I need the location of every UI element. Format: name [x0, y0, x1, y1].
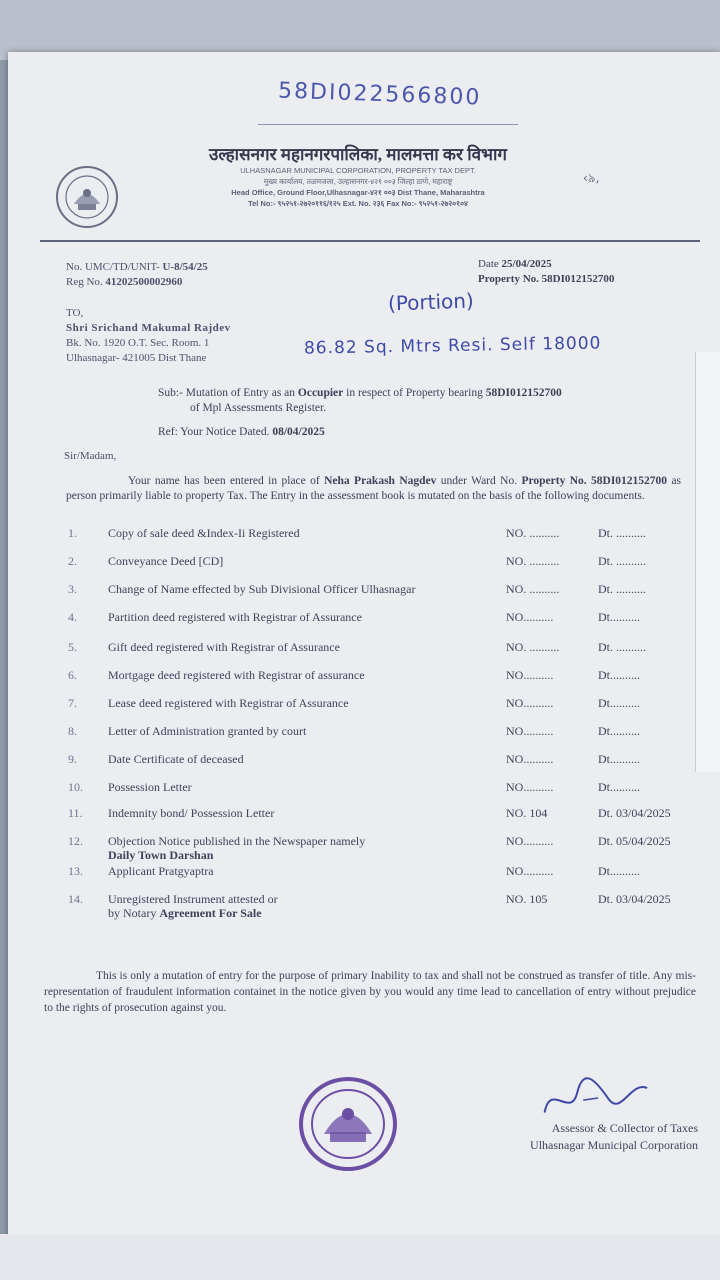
bottom-sheet [0, 1234, 720, 1280]
recipient-name: Shri Srichand Makumal Rajdev [66, 322, 231, 334]
signatory-org: Ulhasnagar Municipal Corporation [530, 1138, 698, 1152]
unit-number: No. UMC/TD/UNIT- U-8/54/25 [66, 261, 208, 273]
property-number: Property No. 58DI012152700 [478, 273, 615, 285]
letterhead-tel: Tel No:- ९५२५१-२७२०११६/१२५ Ext. No. २३६ Fax No:- ९५२५१-२७२०१०४ [248, 199, 468, 208]
document-row [58, 780, 698, 800]
document-name: Indemnity bond/ Possession Letter [108, 806, 275, 820]
document-number: 2. [68, 554, 77, 568]
document-date: Dt. .......... [598, 582, 646, 596]
document-name: Possession Letter [108, 780, 192, 794]
document-row [58, 554, 698, 574]
document-row [58, 752, 698, 772]
handwritten-portion: (Portion) [387, 288, 475, 316]
document-date: Dt.......... [598, 610, 640, 624]
document-number: 13. [68, 864, 83, 878]
document-number: 10. [68, 780, 83, 794]
document-number: 4. [68, 610, 77, 624]
document-no: NO. .......... [506, 582, 560, 596]
document-number: 6. [68, 668, 77, 682]
document-row [58, 640, 698, 660]
document-row [58, 582, 698, 602]
handwritten-area-note: 86.82 Sq. Mtrs Resi. Self 18000 [303, 333, 602, 359]
document-no: NO.......... [506, 724, 554, 738]
signature-icon [535, 1062, 661, 1128]
document-no: NO.......... [506, 610, 554, 624]
document-row [58, 526, 698, 546]
document-number: 14. [68, 892, 83, 906]
letterhead-address-english: Head Office, Ground Floor,Ulhasnagar-४२१ ००३ Dist Thane, Maharashtra [231, 188, 485, 197]
document-number: 3. [68, 582, 77, 596]
document-number: 1. [68, 526, 77, 540]
reg-number: Reg No. 41202500002960 [66, 276, 183, 288]
emblem-icon [64, 174, 110, 220]
document-row [58, 668, 698, 688]
reference-numbers [66, 260, 208, 290]
document-number: 9. [68, 752, 77, 766]
document-row [58, 892, 698, 920]
document-name: Conveyance Deed [CD] [108, 554, 224, 568]
handwritten-top-number: 58DI022566800 [277, 78, 482, 111]
document-name: Change of Name effected by Sub Divisional Officer Ulhasnagar [108, 582, 416, 596]
document-no: NO. 104 [506, 806, 548, 820]
reference-line: Ref: Your Notice Dated. 08/04/2025 [158, 426, 325, 438]
document-number: 8. [68, 724, 77, 738]
document-no: NO.......... [506, 780, 554, 794]
body-paragraph: Your name has been entered in place of Neha Prakash Nagdev under Ward No. Property No. 58DI012152700 as person primarily liable to property Tax. The Entry in the assessment book is mutated on the basis of the following documents. [66, 475, 682, 502]
document-name: Applicant Pratgyaptra [108, 864, 214, 878]
document-name: Lease deed registered with Registrar of Assurance [108, 696, 349, 710]
document-name: Partition deed registered with Registrar of Assurance [108, 610, 362, 624]
document-no: NO.......... [506, 752, 554, 766]
document-row [58, 610, 698, 630]
document-no: NO.......... [506, 696, 554, 710]
document-date: Dt. .......... [598, 554, 646, 568]
document-row [58, 864, 698, 884]
document-name: Date Certificate of deceased [108, 752, 244, 766]
document-no: NO. 105 [506, 892, 548, 906]
document-row [58, 724, 698, 744]
document-page [8, 52, 720, 1252]
document-name: Mortgage deed registered with Registrar of assurance [108, 668, 365, 682]
subject-line: Sub:- Mutation of Entry as an Occupier in respect of Property bearing 58DI012152700 of Mpl Assessments Register. [158, 387, 562, 414]
document-name: Gift deed registered with Registrar of Assurance [108, 640, 340, 654]
letterhead-title: उल्हासनगर महानगरपालिका, मालमत्ता कर विभाग [209, 145, 507, 164]
letterhead-org-english: ULHASNAGAR MUNICIPAL CORPORATION, PROPERTY TAX DEPT. [240, 166, 476, 175]
document-no: NO.......... [506, 834, 554, 848]
document-no: NO.......... [506, 668, 554, 682]
document-number: 12. [68, 834, 83, 848]
letterhead-rule [40, 240, 700, 242]
document-number: 5. [68, 640, 77, 654]
document-name: Unregistered Instrument attested or by Notary Agreement For Sale [108, 892, 278, 920]
letterhead [158, 145, 558, 209]
date-property [478, 257, 614, 287]
document-number: 11. [68, 806, 83, 820]
document-no: NO. .......... [506, 554, 560, 568]
document-name: Letter of Administration granted by court [108, 724, 307, 738]
document-no: NO. .......... [506, 526, 560, 540]
letterhead-address-marathi: मुख्य कार्यालय, तळमजला, उल्हासनगर-४२१ ००३ जिल्हा ठाणे, महाराष्ट्र [263, 177, 453, 186]
document-date: Dt. 05/04/2025 [598, 834, 671, 848]
document-row [58, 696, 698, 716]
document-date: Dt. 03/04/2025 [598, 806, 671, 820]
document-row [58, 806, 698, 826]
document-date: Dt.......... [598, 780, 640, 794]
document-name: Copy of sale deed &Index-Ii Registered [108, 526, 300, 540]
corner-mark: ‹৯, [583, 171, 600, 185]
document-no: NO. .......... [506, 640, 560, 654]
adjacent-sheet-edge [695, 352, 720, 772]
signatory-title: Assessor & Collector of Taxes [551, 1121, 698, 1135]
document-date: Dt.......... [598, 696, 640, 710]
document-date: Dt.......... [598, 724, 640, 738]
document-date: Dt.......... [598, 864, 640, 878]
document-date: Dt. .......... [598, 526, 646, 540]
document-number: 7. [68, 696, 77, 710]
official-seal-stamp [298, 1076, 398, 1172]
document-date: Dt. .......... [598, 640, 646, 654]
disclaimer-paragraph: This is only a mutation of entry for the purpose of primary Inability to tax and shall not be construed as transfer of title. Any mis-representation of fraudulent information containet in the notice given by you would any time lead to cancellation of entry without prejudice to the rights of prosecution against you. [44, 970, 696, 1014]
signatory-block [480, 1120, 698, 1154]
salutation: Sir/Madam, [64, 450, 117, 462]
document-date: Dt.......... [598, 668, 640, 682]
document-no: NO.......... [506, 864, 554, 878]
document-name: Objection Notice published in the Newspaper namely Daily Town Darshan [108, 834, 366, 862]
document-date: Dt.......... [598, 752, 640, 766]
document-row [58, 834, 698, 862]
corporation-logo [56, 166, 118, 228]
recipient-address: TO, Shri Srichand Makumal Rajdev Bk. No. 1920 O.T. Sec. Room. 1 Ulhasnagar- 421005 Dist Thane [66, 307, 231, 364]
letter-date: Date 25/04/2025 [478, 258, 552, 270]
handwritten-underline [258, 124, 518, 125]
underlying-sheet [0, 0, 720, 60]
document-date: Dt. 03/04/2025 [598, 892, 671, 906]
